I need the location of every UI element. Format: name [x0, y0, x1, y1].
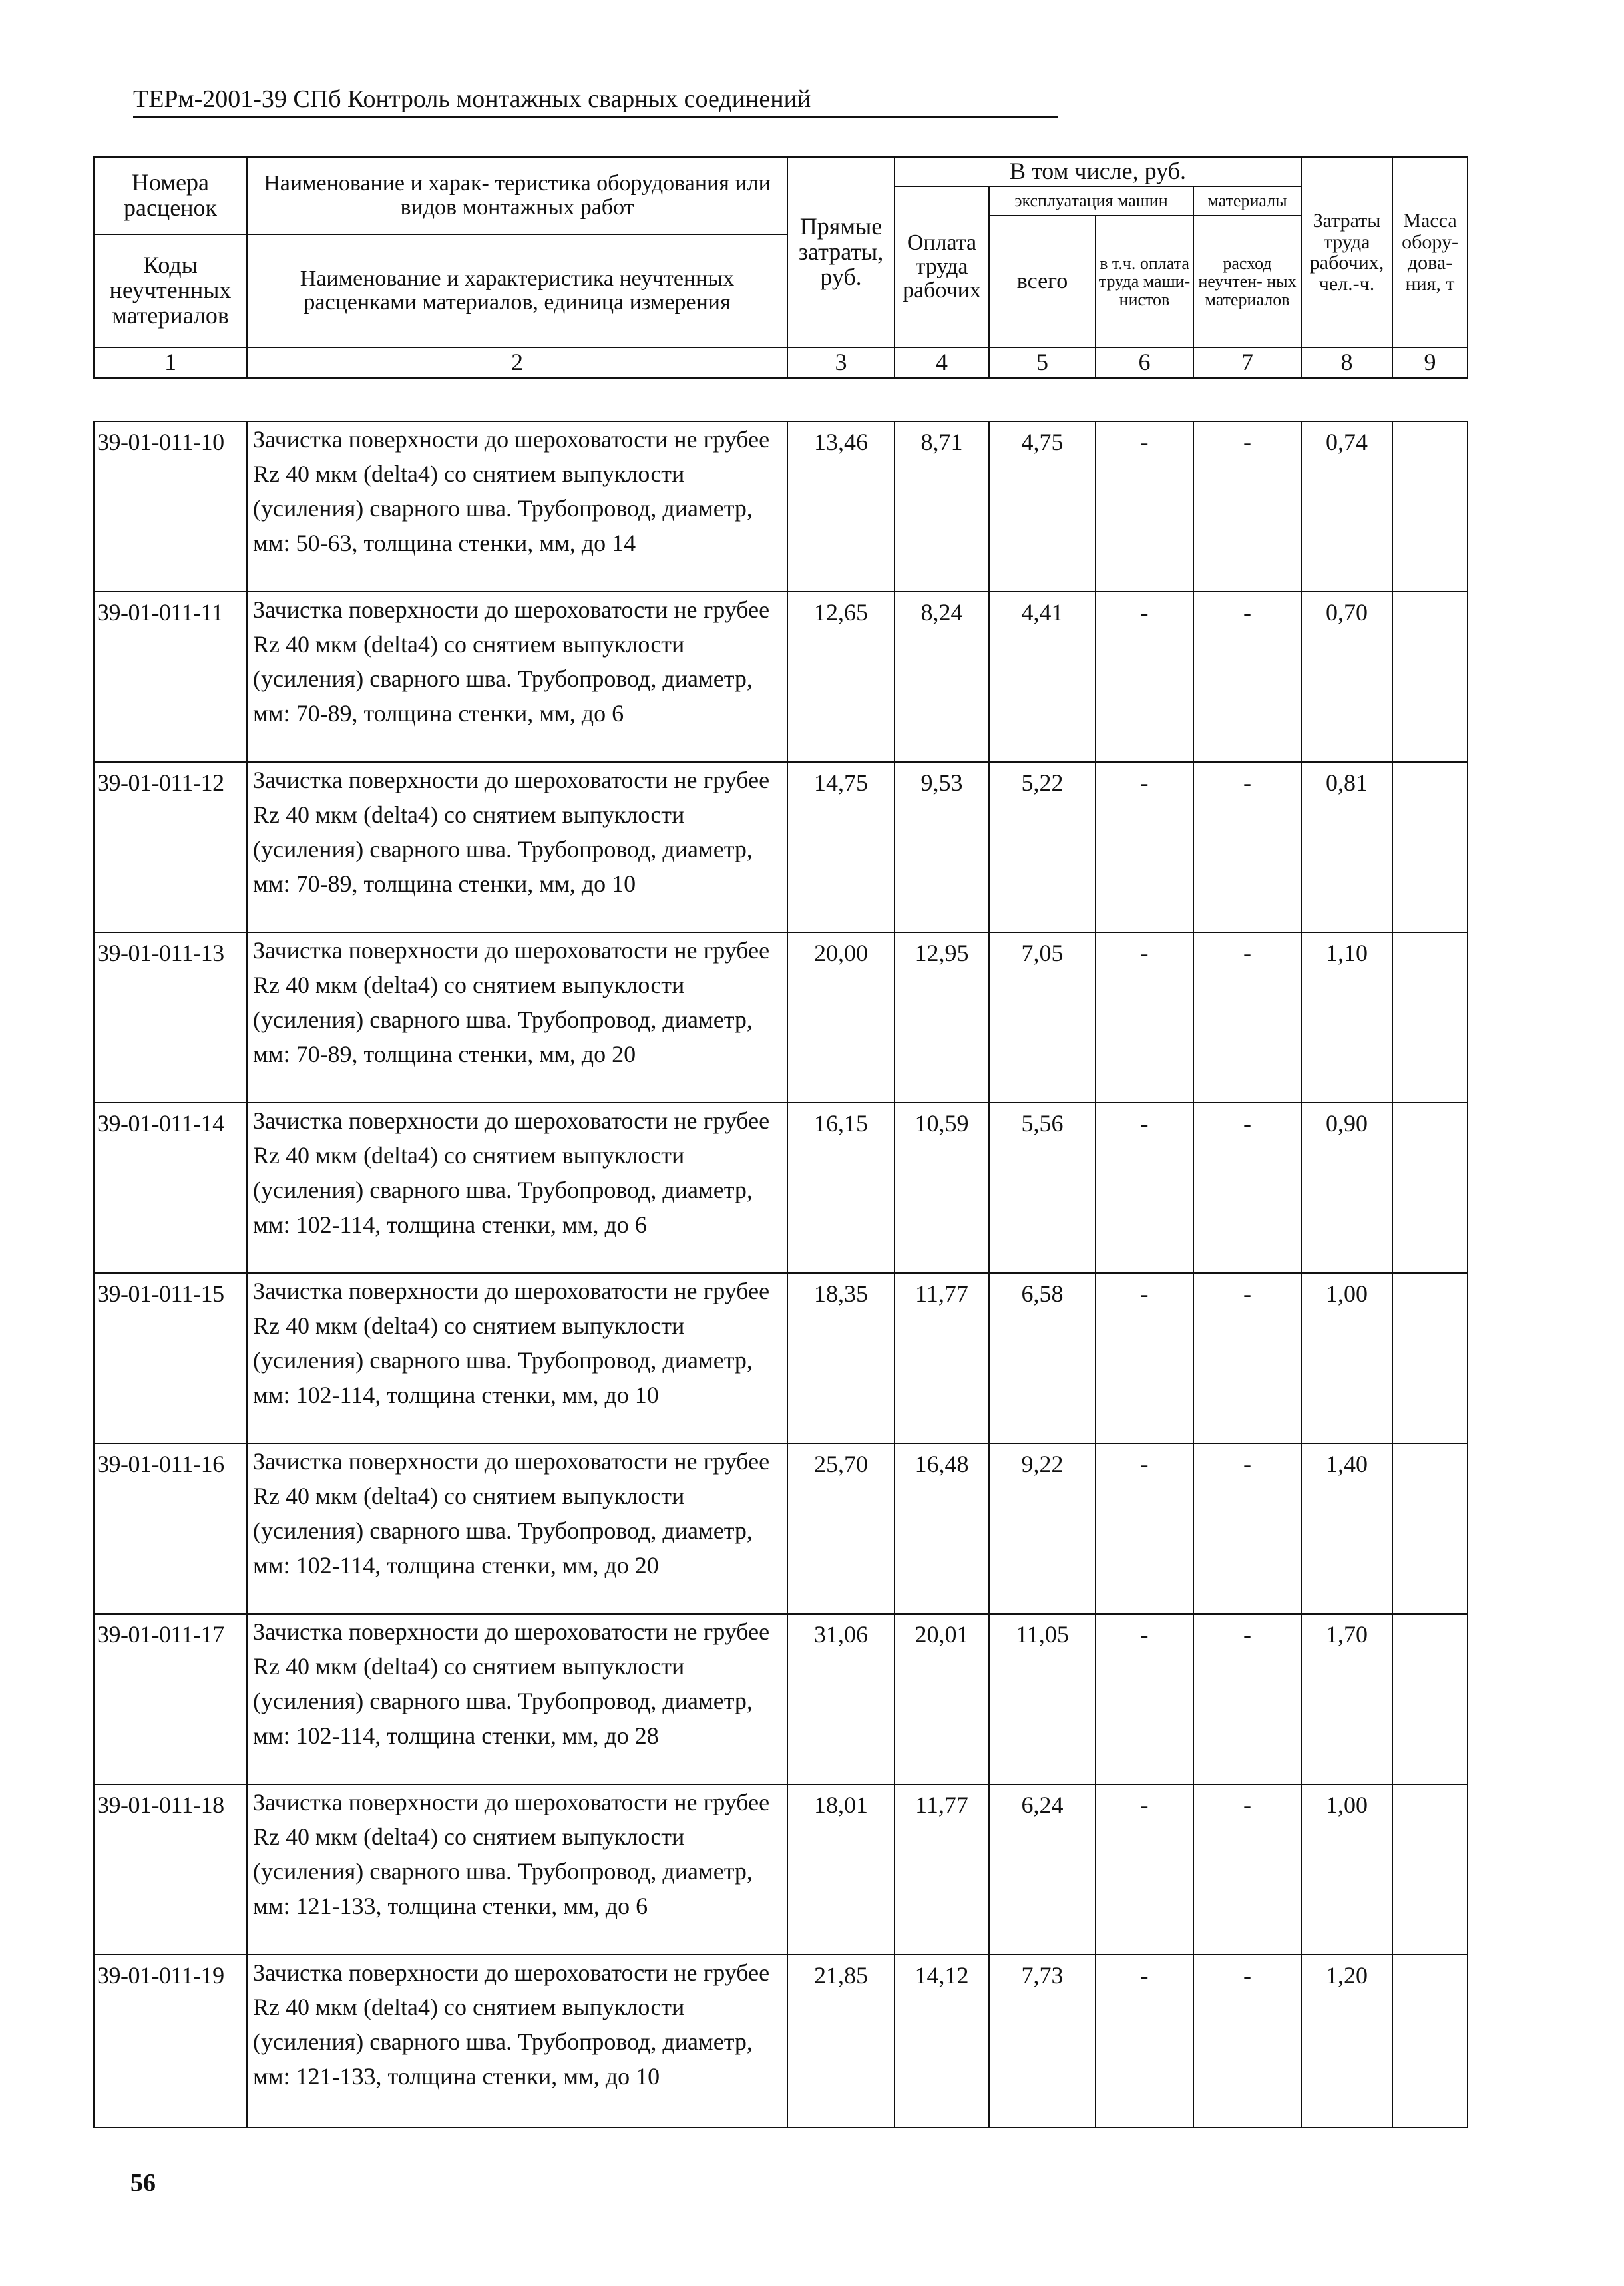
- rate-code: 39-01-011-16: [94, 1443, 247, 1614]
- rate-description: [247, 1443, 787, 1614]
- labor-hours: 0,70: [1301, 592, 1392, 762]
- machines-total: 6,58: [989, 1273, 1096, 1443]
- rate-description-text: Зачистка поверхности до шероховатости не грубее Rz 40 мкм (delta4) со снятием выпуклости (усиления) сварного шва. Трубопровод, диаметр, мм: 102-114, толщина стенки, мм, до 10: [253, 1278, 770, 1408]
- table-row: [94, 421, 1468, 592]
- header-col-number: 8: [1301, 347, 1392, 378]
- table-row: [94, 1784, 1468, 1955]
- rate-description-text: Зачистка поверхности до шероховатости не грубее Rz 40 мкм (delta4) со снятием выпуклости (усиления) сварного шва. Трубопровод, диаметр, мм: 102-114, толщина стенки, мм, до 28: [253, 1619, 770, 1749]
- direct-costs: 18,35: [787, 1273, 895, 1443]
- rate-code: 39-01-011-18: [94, 1784, 247, 1955]
- rate-description-text: Зачистка поверхности до шероховатости не грубее Rz 40 мкм (delta4) со снятием выпуклости (усиления) сварного шва. Трубопровод, диаметр, мм: 102-114, толщина стенки, мм, до 20: [253, 1448, 770, 1579]
- header-including: В том числе, руб.: [895, 157, 1301, 186]
- machinist-pay: -: [1096, 1784, 1193, 1955]
- rate-code: 39-01-011-19: [94, 1955, 247, 2128]
- direct-costs: 13,46: [787, 421, 895, 592]
- table-row: [94, 1614, 1468, 1784]
- rate-description: [247, 1273, 787, 1443]
- machines-total: 11,05: [989, 1614, 1096, 1784]
- rate-description-text: Зачистка поверхности до шероховатости не грубее Rz 40 мкм (delta4) со снятием выпуклости (усиления) сварного шва. Трубопровод, диаметр, мм: 70-89, толщина стенки, мм, до 20: [253, 937, 770, 1067]
- rate-description-text: Зачистка поверхности до шероховатости не грубее Rz 40 мкм (delta4) со снятием выпуклости (усиления) сварного шва. Трубопровод, диаметр, мм: 70-89, толщина стенки, мм, до 6: [253, 596, 770, 727]
- labor-pay: 14,12: [895, 1955, 989, 2128]
- rate-description: [247, 592, 787, 762]
- rate-code: 39-01-011-10: [94, 421, 247, 592]
- machines-total: 7,73: [989, 1955, 1096, 2128]
- materials-cost: -: [1193, 1103, 1301, 1273]
- rate-code: 39-01-011-13: [94, 932, 247, 1103]
- header-labor-pay: Оплата труда рабочих: [895, 186, 989, 347]
- labor-hours: 0,74: [1301, 421, 1392, 592]
- labor-pay: 16,48: [895, 1443, 989, 1614]
- header-unaccounted-materials: расход неучтен- ных материалов: [1193, 216, 1301, 347]
- equipment-mass: [1392, 421, 1468, 592]
- direct-costs: 21,85: [787, 1955, 895, 2128]
- machines-total: 5,56: [989, 1103, 1096, 1273]
- direct-costs: 20,00: [787, 932, 895, 1103]
- header-machines-total: всего: [989, 216, 1096, 347]
- header-col-number: 6: [1096, 347, 1193, 378]
- header-machines: эксплуатация машин: [989, 186, 1193, 216]
- labor-pay: 11,77: [895, 1784, 989, 1955]
- rate-code: 39-01-011-14: [94, 1103, 247, 1273]
- rate-description: [247, 421, 787, 592]
- header-col-number: 9: [1392, 347, 1468, 378]
- materials-cost: -: [1193, 1273, 1301, 1443]
- rate-description-text: Зачистка поверхности до шероховатости не грубее Rz 40 мкм (delta4) со снятием выпуклости (усиления) сварного шва. Трубопровод, диаметр, мм: 121-133, толщина стенки, мм, до 10: [253, 1959, 770, 2090]
- machines-total: 7,05: [989, 932, 1096, 1103]
- direct-costs: 14,75: [787, 762, 895, 932]
- materials-cost: -: [1193, 1955, 1301, 2128]
- machines-total: 4,41: [989, 592, 1096, 762]
- equipment-mass: [1392, 592, 1468, 762]
- rate-description: [247, 1614, 787, 1784]
- machines-total: 5,22: [989, 762, 1096, 932]
- rate-description-text: Зачистка поверхности до шероховатости не грубее Rz 40 мкм (delta4) со снятием выпуклости (усиления) сварного шва. Трубопровод, диаметр, мм: 50-63, толщина стенки, мм, до 14: [253, 426, 770, 556]
- materials-cost: -: [1193, 421, 1301, 592]
- labor-hours: 1,40: [1301, 1443, 1392, 1614]
- machinist-pay: -: [1096, 762, 1193, 932]
- equipment-mass: [1392, 1955, 1468, 2128]
- materials-cost: -: [1193, 1614, 1301, 1784]
- header-material-codes: Коды неучтенных материалов: [94, 234, 247, 347]
- machinist-pay: -: [1096, 932, 1193, 1103]
- equipment-mass: [1392, 1443, 1468, 1614]
- direct-costs: 12,65: [787, 592, 895, 762]
- machinist-pay: -: [1096, 1955, 1193, 2128]
- rate-code: 39-01-011-15: [94, 1273, 247, 1443]
- labor-pay: 9,53: [895, 762, 989, 932]
- rate-code: 39-01-011-11: [94, 592, 247, 762]
- labor-hours: 0,81: [1301, 762, 1392, 932]
- header-materials: материалы: [1193, 186, 1301, 216]
- materials-cost: -: [1193, 592, 1301, 762]
- rate-description: [247, 762, 787, 932]
- machinist-pay: -: [1096, 1273, 1193, 1443]
- rates-table: [93, 421, 1468, 2128]
- labor-hours: 1,10: [1301, 932, 1392, 1103]
- labor-hours: 1,70: [1301, 1614, 1392, 1784]
- equipment-mass: [1392, 762, 1468, 932]
- labor-pay: 10,59: [895, 1103, 989, 1273]
- machinist-pay: -: [1096, 592, 1193, 762]
- table-row: [94, 762, 1468, 932]
- header-col-number: 3: [787, 347, 895, 378]
- page-title: ТЕРм-2001-39 СПб Контроль монтажных сварных соединений: [133, 84, 1058, 118]
- materials-cost: -: [1193, 1784, 1301, 1955]
- rate-description-text: Зачистка поверхности до шероховатости не грубее Rz 40 мкм (delta4) со снятием выпуклости (усиления) сварного шва. Трубопровод, диаметр, мм: 121-133, толщина стенки, мм, до 6: [253, 1789, 770, 1919]
- labor-hours: 1,20: [1301, 1955, 1392, 2128]
- labor-pay: 8,71: [895, 421, 989, 592]
- labor-pay: 11,77: [895, 1273, 989, 1443]
- direct-costs: 16,15: [787, 1103, 895, 1273]
- machinist-pay: -: [1096, 1103, 1193, 1273]
- labor-pay: 12,95: [895, 932, 989, 1103]
- equipment-mass: [1392, 1273, 1468, 1443]
- header-labor-hours: Затраты труда рабочих, чел.-ч.: [1301, 157, 1392, 347]
- table-row: [94, 1955, 1468, 2128]
- header-col-number: 5: [989, 347, 1096, 378]
- rate-description-text: Зачистка поверхности до шероховатости не грубее Rz 40 мкм (delta4) со снятием выпуклости (усиления) сварного шва. Трубопровод, диаметр, мм: 102-114, толщина стенки, мм, до 6: [253, 1107, 770, 1238]
- rate-code: 39-01-011-12: [94, 762, 247, 932]
- table-row: [94, 1443, 1468, 1614]
- labor-pay: 20,01: [895, 1614, 989, 1784]
- header-rate-numbers: Номера расценок: [94, 157, 247, 234]
- table-row: [94, 932, 1468, 1103]
- labor-pay: 8,24: [895, 592, 989, 762]
- materials-cost: -: [1193, 762, 1301, 932]
- table-row: [94, 592, 1468, 762]
- header-col-number: 4: [895, 347, 989, 378]
- header-work-name: Наименование и харак- теристика оборудования или видов монтажных работ: [247, 157, 787, 234]
- header-direct-costs: Прямые затраты, руб.: [787, 157, 895, 347]
- labor-hours: 0,90: [1301, 1103, 1392, 1273]
- header-col-number: 7: [1193, 347, 1301, 378]
- rate-description: [247, 1955, 787, 2128]
- labor-hours: 1,00: [1301, 1784, 1392, 1955]
- rate-description-text: Зачистка поверхности до шероховатости не грубее Rz 40 мкм (delta4) со снятием выпуклости (усиления) сварного шва. Трубопровод, диаметр, мм: 70-89, толщина стенки, мм, до 10: [253, 767, 770, 897]
- header-mass: Масса обору- дова- ния, т: [1392, 157, 1468, 347]
- header-col-number: 1: [94, 347, 247, 378]
- rate-code: 39-01-011-17: [94, 1614, 247, 1784]
- machines-total: 6,24: [989, 1784, 1096, 1955]
- machines-total: 9,22: [989, 1443, 1096, 1614]
- machinist-pay: -: [1096, 1614, 1193, 1784]
- machinist-pay: -: [1096, 1443, 1193, 1614]
- table-row: [94, 1273, 1468, 1443]
- header-material-name: Наименование и характеристика неучтенных расценками материалов, единица измерения: [247, 234, 787, 347]
- table-row: [94, 1103, 1468, 1273]
- equipment-mass: [1392, 1103, 1468, 1273]
- rate-description: [247, 1784, 787, 1955]
- labor-hours: 1,00: [1301, 1273, 1392, 1443]
- equipment-mass: [1392, 1614, 1468, 1784]
- page-number: 56: [130, 2169, 156, 2197]
- table-header: [93, 156, 1468, 379]
- machinist-pay: -: [1096, 421, 1193, 592]
- equipment-mass: [1392, 1784, 1468, 1955]
- direct-costs: 18,01: [787, 1784, 895, 1955]
- header-machinist-pay: в т.ч. оплата труда маши- нистов: [1096, 216, 1193, 347]
- equipment-mass: [1392, 932, 1468, 1103]
- materials-cost: -: [1193, 1443, 1301, 1614]
- direct-costs: 31,06: [787, 1614, 895, 1784]
- machines-total: 4,75: [989, 421, 1096, 592]
- header-col-number: 2: [247, 347, 787, 378]
- rate-description: [247, 1103, 787, 1273]
- direct-costs: 25,70: [787, 1443, 895, 1614]
- materials-cost: -: [1193, 932, 1301, 1103]
- rate-description: [247, 932, 787, 1103]
